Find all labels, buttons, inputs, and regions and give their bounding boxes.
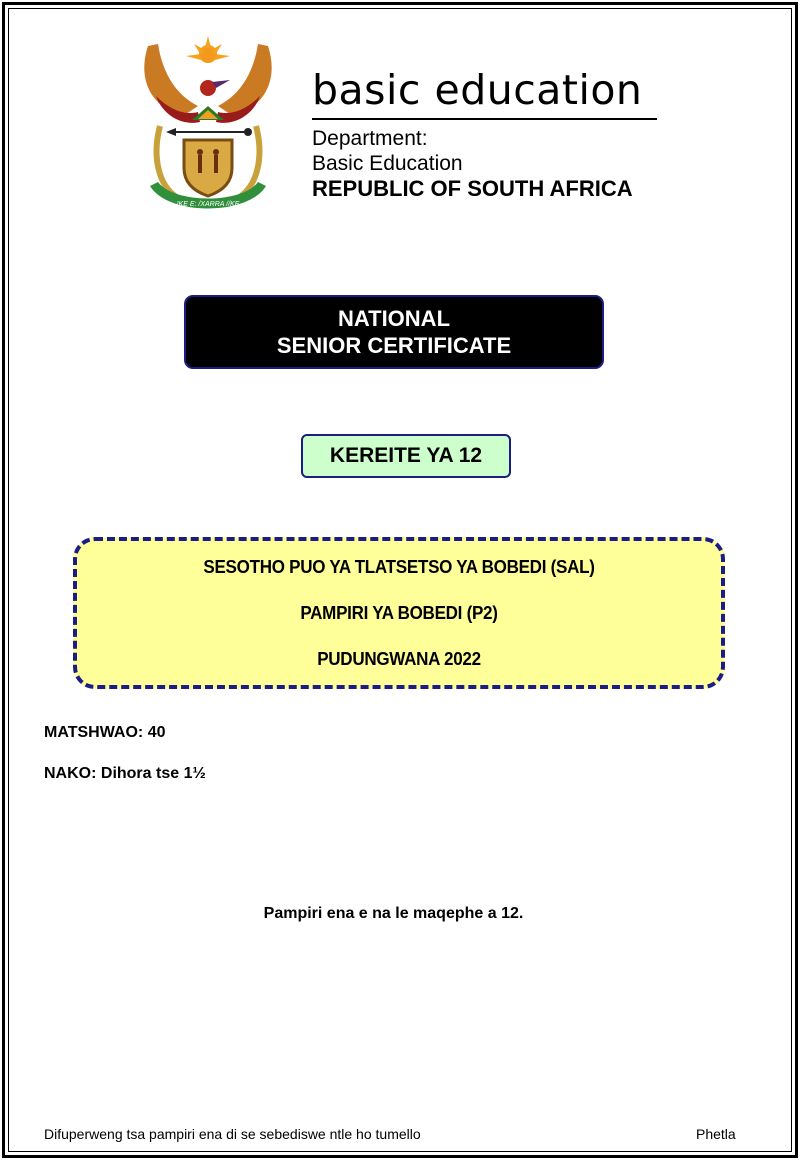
brand-divider [312,118,657,120]
marks-info: MATSHWAO: 40 [44,724,166,741]
copyright-notice: Difuperweng tsa pampiri ena di se sebediswe ntle ho tumello [44,1126,421,1142]
certificate-banner [184,295,604,369]
grade-badge: KEREITE YA 12 [301,434,511,478]
brand-title: basic education [312,66,643,114]
department-label: Department: [312,127,428,150]
department-name: Basic Education [312,152,463,175]
department-block [312,126,633,201]
turn-over-label: Phetla [696,1126,736,1142]
certificate-line-2: SENIOR CERTIFICATE [276,333,512,358]
paper-title: PAMPIRI YA BOBEDI (P2) [300,602,498,623]
country-name: REPUBLIC OF SOUTH AFRICA [312,176,633,201]
exam-session: PUDUNGWANA 2022 [317,648,481,669]
certificate-line-1: NATIONAL [337,306,451,331]
crest-motto: !KE E: /XARRA //KE [176,201,240,208]
page-count-note: Pampiri ena e na le maqephe a 12. [263,905,524,922]
subject-panel [73,537,725,689]
time-info: NAKO: Dihora tse 1½ [44,765,206,782]
coat-of-arms-icon [138,36,278,216]
subject-title: SESOTHO PUO YA TLATSETSO YA BOBEDI (SAL) [203,556,595,577]
brand-block [312,66,642,114]
